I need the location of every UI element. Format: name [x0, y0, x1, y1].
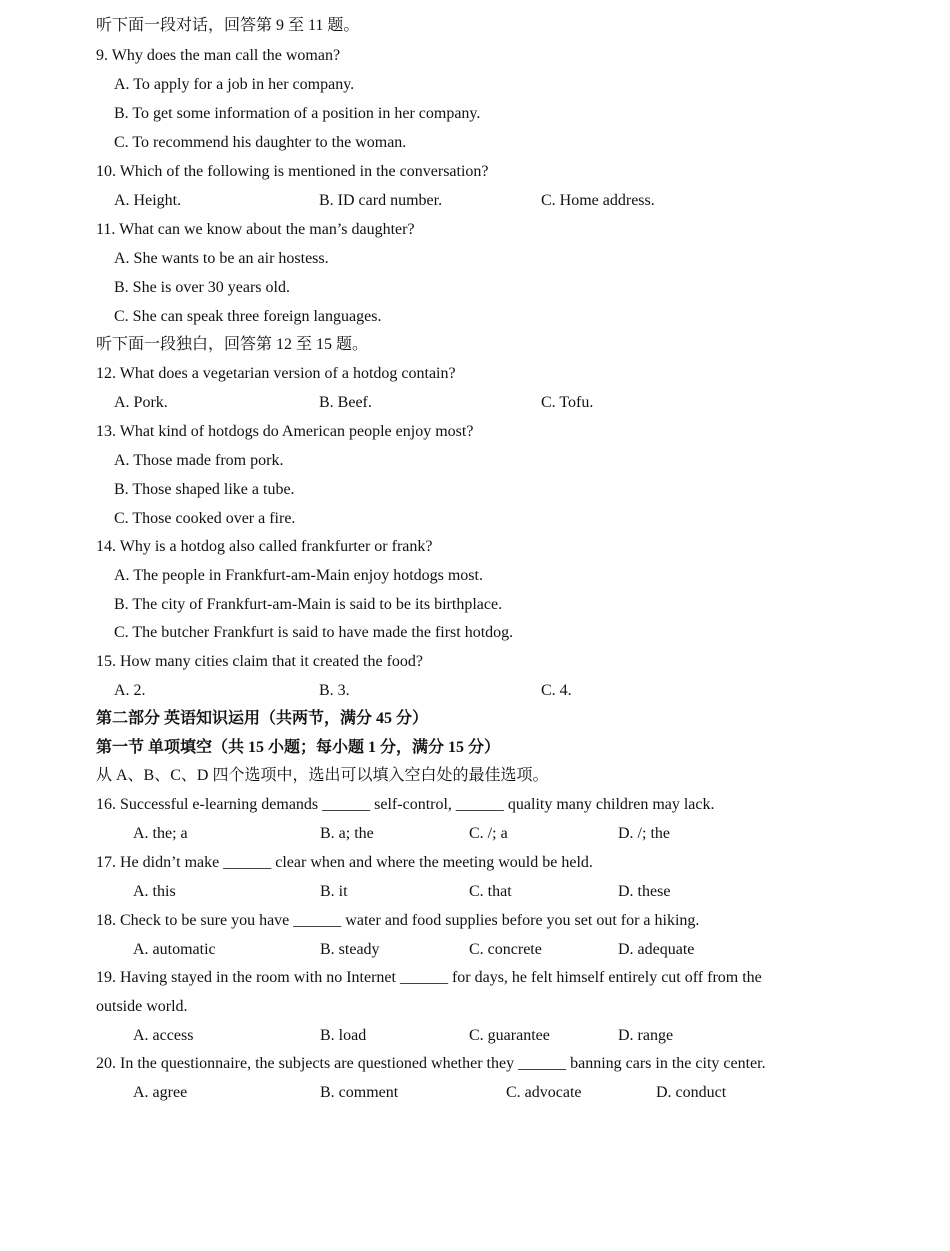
question-16-option-c: C. /; a [469, 825, 508, 842]
question-18-option-d: D. adequate [618, 941, 695, 958]
question-11-option-b: B. She is over 30 years old. [114, 279, 290, 296]
question-16-option-d: D. /; the [618, 825, 670, 842]
question-12-option-a: A. Pork. [114, 394, 168, 411]
question-11-option-c: C. She can speak three foreign languages. [114, 308, 382, 325]
question-9-option-b: B. To get some information of a position in her company. [114, 105, 481, 122]
question-16-option-b: B. a; the [320, 825, 374, 842]
question-16-option-a: A. the; a [133, 825, 188, 842]
question-18-option-a: A. automatic [133, 941, 216, 958]
question-19-stem: 19. Having stayed in the room with no Internet ______ for days, he felt himself entirely cut off from the [96, 969, 762, 986]
section-1-instruction: 从 A、B、C、D 四个选项中，选出可以填入空白处的最佳选项。 [96, 767, 549, 784]
question-20-option-d: D. conduct [656, 1084, 727, 1101]
question-17-option-c: C. that [469, 883, 512, 900]
question-17-option-b: B. it [320, 883, 348, 900]
question-18-option-c: C. concrete [469, 941, 542, 958]
question-20-option-b: B. comment [320, 1084, 399, 1101]
section-1-heading: 第一节 单项填空（共 15 小题；每小题 1 分，满分 15 分） [96, 739, 501, 756]
listening-intro-9-11: 听下面一段对话，回答第 9 至 11 题。 [96, 17, 360, 34]
question-10-option-a: A. Height. [114, 192, 182, 209]
question-10-stem: 10. Which of the following is mentioned in the conversation? [96, 163, 489, 180]
question-19-option-b: B. load [320, 1027, 367, 1044]
question-13-option-c: C. Those cooked over a fire. [114, 510, 296, 527]
question-15-option-b: B. 3. [319, 682, 350, 699]
question-17-option-a: A. this [133, 883, 176, 900]
question-13-stem: 13. What kind of hotdogs do American people enjoy most? [96, 423, 474, 440]
question-18-stem: 18. Check to be sure you have ______ water and food supplies before you set out for a hiking. [96, 912, 700, 929]
question-10-option-b: B. ID card number. [319, 192, 443, 209]
question-20-option-a: A. agree [133, 1084, 188, 1101]
question-15-stem: 15. How many cities claim that it created the food? [96, 653, 423, 670]
question-19-stem-continued: outside world. [96, 998, 188, 1015]
question-16-stem: 16. Successful e-learning demands ______ self-control, ______ quality many children may lack. [96, 796, 715, 813]
question-10-option-c: C. Home address. [541, 192, 655, 209]
question-9-option-c: C. To recommend his daughter to the woman. [114, 134, 407, 151]
question-13-option-a: A. Those made from pork. [114, 452, 284, 469]
question-19-option-c: C. guarantee [469, 1027, 550, 1044]
question-12-option-c: C. Tofu. [541, 394, 594, 411]
question-11-stem: 11. What can we know about the man’s daughter? [96, 221, 415, 238]
question-14-option-a: A. The people in Frankfurt-am-Main enjoy hotdogs most. [114, 567, 483, 584]
question-14-option-b: B. The city of Frankfurt-am-Main is said to be its birthplace. [114, 596, 503, 613]
question-9-option-a: A. To apply for a job in her company. [114, 76, 355, 93]
question-14-stem: 14. Why is a hotdog also called frankfurter or frank? [96, 538, 433, 555]
listening-intro-12-15: 听下面一段独白，回答第 12 至 15 题。 [96, 336, 369, 353]
question-19-option-d: D. range [618, 1027, 674, 1044]
part-2-heading: 第二部分 英语知识运用（共两节，满分 45 分） [96, 710, 429, 727]
question-12-stem: 12. What does a vegetarian version of a hotdog contain? [96, 365, 456, 382]
question-11-option-a: A. She wants to be an air hostess. [114, 250, 329, 267]
question-18-option-b: B. steady [320, 941, 380, 958]
question-17-option-d: D. these [618, 883, 671, 900]
question-19-option-a: A. access [133, 1027, 194, 1044]
question-20-option-c: C. advocate [506, 1084, 582, 1101]
question-12-option-b: B. Beef. [319, 394, 372, 411]
question-9-stem: 9. Why does the man call the woman? [96, 47, 341, 64]
question-20-stem: 20. In the questionnaire, the subjects are questioned whether they ______ banning cars in the city center. [96, 1055, 766, 1072]
question-15-option-a: A. 2. [114, 682, 146, 699]
question-15-option-c: C. 4. [541, 682, 572, 699]
question-17-stem: 17. He didn’t make ______ clear when and where the meeting would be held. [96, 854, 593, 871]
question-14-option-c: C. The butcher Frankfurt is said to have made the first hotdog. [114, 624, 514, 641]
question-13-option-b: B. Those shaped like a tube. [114, 481, 295, 498]
